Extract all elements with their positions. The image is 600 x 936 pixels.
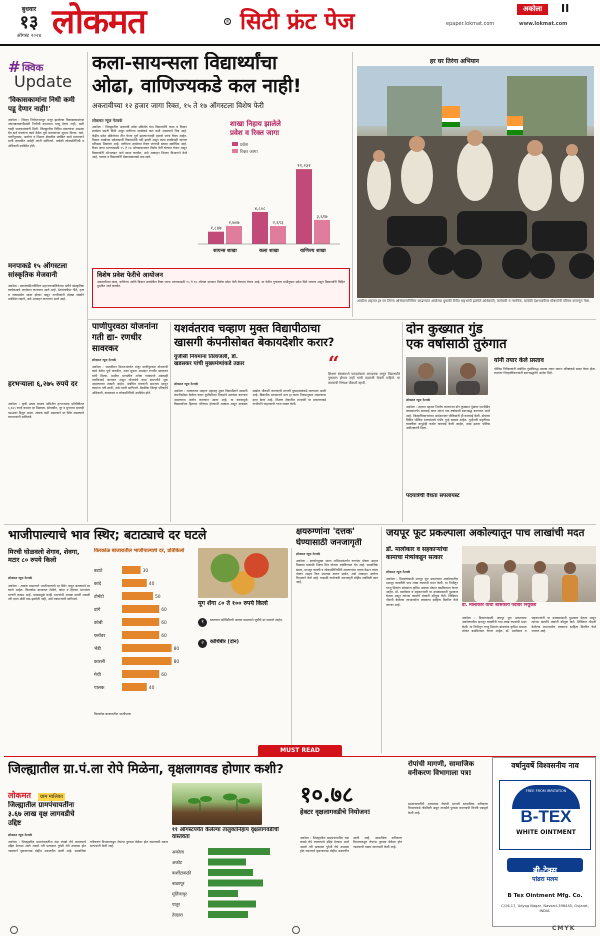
tb-byline: लोकमत न्यूज नेटवर्क — [296, 552, 321, 556]
special-round-headline: विशेष प्रवेश फेरीचे आयोजन — [97, 271, 164, 279]
section-divider — [4, 524, 596, 525]
university-body: अकोला : यशवंतराव चव्हाण महाराष्ट्र मुक्त विद्यापीठाने खासगी कंपनीसोबत केलेला करार युजीसीच्या नियमांचे उल्लंघन करणारा असल्याचा आरोप करण्यात आला आहे. या करारामुळे विद्यार्थ्यांच्या हितावर परिणाम होण्याची शक्यता असून याबाबत सखोल चौकशी करण्याची मागणी मुख्यमंत्र्यांकडे करण्यात आली आहे. विद्यापीठ प्रशासनाने मात्र हा करार नियमानुसार असल्याचा दावा केला आहे. शिक्षण क्षेत्रातील तज्ज्ञांनी या प्रकरणाकडे गांभीर्याने पाहण्याची गरज व्यक्त केली. — [174, 389, 326, 406]
veg-body: अकोला : आवक वाढल्याने भाजीपाल्याचे दर स्थिर असून बटाट्याचे दर घटले आहेत. किरकोळ बाजारात टोमॅटो, कांदा व हिरव्या भाज्यांना मागणी कायम आहे. पावसामुळे काही भाज्यांची आवक घटली असली तरी दरात मोठी वाढ झालेली नाही, असे व्यापाऱ्यांनी सांगितले. — [8, 584, 90, 601]
gangster-side-body: पोलिस निरीक्षकांनी संबंधित गुंडांविरुद्ध प्रस्ताव तयार करून वरिष्ठांकडे सादर केला होता. त्यानंतर जिल्हाधिकाऱ्यांनी स्थानबद्धतेचे आदेश दिले. — [494, 367, 596, 376]
chart-title-line1: शाखा निहाय झालेले — [230, 120, 281, 128]
portrait-icon — [406, 357, 446, 395]
ad-product-box — [499, 780, 591, 850]
date-box — [12, 5, 46, 41]
tb-headline-line1: क्षयरुग्णांना 'दत्तक' — [296, 527, 355, 537]
ad-marathi-name: बी-टेक्स — [533, 866, 557, 875]
plant-category-label: पातूर — [172, 903, 180, 908]
jaipur-headline: जयपूर फूट प्रकल्पाला अकोल्यातून पाच लाखांची मदत — [386, 528, 585, 539]
veg-note-head: कोथिंबीर (दोन) — [210, 639, 239, 645]
big-number-value: १०.७८ — [300, 782, 354, 808]
lead-headline-line2: ओढा, वाणिज्यकडे कल नाही! — [92, 75, 302, 97]
veg-value-label: 40 — [148, 686, 155, 691]
gangster-byline: लोकमत न्यूज नेटवर्क — [406, 398, 431, 402]
admissions-chart — [190, 120, 350, 258]
portrait-icon — [448, 357, 488, 395]
veg-value-label: 60 — [161, 634, 167, 639]
veg-bar — [122, 579, 147, 587]
edition-title: सिटी फ्रंट पेज — [240, 9, 355, 35]
legend-label-admitted: प्रवेश — [240, 143, 249, 148]
bottom-byline: लोकमत न्यूज नेटवर्क — [8, 833, 33, 837]
legend-label-vacant: रिक्त जागा — [240, 150, 258, 155]
veg-top-label: मूग शेंगा ८० ते १०० रुपये किलो — [198, 600, 268, 607]
bottom-body: अकोला : जिल्ह्यातील ग्रामपंचायतींना यंदा लाखो रोपे लावण्याचे उद्दिष्ट देण्यात आले असले तरी प्रत्यक्षात पुरेशी रोपे उपलब्ध होत नसल्याने वृक्षलागवड मोहीम अडचणीत आली आहे. सामाजिक वनीकरण विभागाकडून रोपांचा पुरवठा वेळेवर होत नसल्याची तक्रार सरपंचांनी केली आहे. — [8, 840, 168, 853]
veg-notes — [198, 618, 288, 698]
plant-category-label: अकोला — [172, 850, 184, 856]
masthead — [0, 0, 600, 46]
left-item-headline: हरभऱ्याला ६,२७५ रुपये दर — [8, 380, 78, 388]
gangster-headline-line2: एक वर्षासाठी तुरुंगात — [406, 337, 507, 352]
special-round-box — [92, 268, 350, 308]
gangster-side-headline: यांनी तयार केले प्रस्ताव — [494, 357, 544, 364]
veg-value-label: 50 — [155, 595, 161, 600]
veg-chart-title: किरकोळ बाजारातील भाजीपाल्याचे दर, प्रतिकिलो — [94, 548, 185, 554]
veg-category-label: कारली — [94, 660, 105, 665]
university-quote-text: शिक्षण संस्थांमध्ये पारदर्शकता आवश्यक असून विद्यार्थ्यांचे नुकसान होणार नाही याची काळजी घेतली पाहिजे. या कराराची निष्पक्ष चौकशी व्हावी. — [328, 372, 400, 385]
admissions-category-label: सायन्स शाखा — [213, 249, 237, 254]
left-item-body: अकोला : जिल्हा नियोजनमधून मंजूर झालेल्या विकासकामांच्या अंमलबजावणीसाठी निधीची कमतरता भासू देणार नाही, अशी ग्वाही पालकमंत्र्यांनी दिली. जिल्ह्यातील विविध प्रकल्पांचा आढावा घेत सर्व यंत्रणांना कामे वेळेत पूर्ण करण्याच्या सूचना दिल्या. रस्ते, पाणीपुरवठा, आरोग्य व शिक्षण क्षेत्रातील प्रलंबित कामे प्राधान्याने मार्गी लावावीत असेही त्यांनी सांगितले. यावेळी लोकप्रतिनिधी व अधिकारी उपस्थित होते. — [8, 118, 84, 148]
veg-bar — [122, 644, 172, 652]
jaipur-byline: लोकमत न्यूज नेटवर्क — [386, 570, 411, 574]
left-item-body: अकोला : कृषी उत्पन्न बाजार समितीत हरभऱ्याला प्रतिक्विंटल ६,२७५ रुपये कमाल दर मिळाला. सोयाबीन, तूर व मुगाच्या दरातही चढउतार दिसून आला. आवक कमी असल्याने दर स्थिर असल्याचे व्यापाऱ्यांनी सांगितले. — [8, 402, 84, 419]
column-divider — [170, 322, 171, 522]
admissions-value-label: ११,२३१ — [297, 164, 311, 170]
veg-basket-photo — [198, 548, 288, 598]
big-number — [300, 782, 402, 832]
column-divider — [402, 322, 403, 522]
plant-bar — [208, 901, 256, 908]
ad-sub: WHITE OINTMENT — [516, 829, 576, 836]
plant-bar — [208, 911, 248, 918]
ad-maker: B Tex Ointment Mfg. Co. — [507, 893, 583, 899]
website-url: www.lokmat.com — [519, 21, 568, 27]
month-year: ऑगस्ट २०२४ — [16, 33, 42, 39]
water-byline: लोकमत न्यूज नेटवर्क — [92, 358, 117, 362]
gangster-headline-line1: दोन कुख्यात गुंड — [406, 322, 483, 337]
veg-note-row — [198, 618, 288, 636]
column-divider — [87, 52, 88, 522]
admissions-bar — [296, 169, 312, 244]
admissions-value-label: २,७०७ — [228, 220, 240, 226]
tb-headline-line2: घेण्यासाठी जनजागृती — [296, 538, 362, 548]
weekday: बुधवार — [21, 6, 37, 13]
admissions-value-label: २,६९३ — [272, 221, 284, 227]
update-label: Update — [14, 72, 72, 91]
veg-photo-caption-text: किरकोळ बाजारातील भाजीपाला — [94, 712, 131, 716]
veg-category-label: बटाटे — [94, 569, 103, 574]
water-body: अकोला : जलजीवन मिशनअंतर्गत मंजूर पाणीपुरवठा योजनांची कामे वेळेत पूर्ण करावीत, अशा सूचना आमदार रणधीर सावरकर यांनी दिल्या. ग्रामीण भागातील अनेक गावांमध्ये अद्यापही पाणीटंचाई जाणवत असून योजनांचे काम संथगतीने सुरू असल्याच्या तक्रारी आहेत. संबंधित यंत्रणांनी समन्वय साधून कामांना गती द्यावी, असे त्यांनी सांगितले. बैठकीस जिल्हा परिषदेचे अधिकारी, कंत्राटदार व लोकप्रतिनिधी उपस्थित होते. — [92, 365, 168, 395]
admissions-bar — [226, 226, 242, 244]
small-logo: लोकमत — [8, 790, 31, 800]
veg-category-label: फ्लॉवर — [94, 634, 106, 639]
veg-headline: भाजीपाल्याचे भाव स्थिर; बटाट्याचे दर घटले — [8, 527, 207, 542]
veg-note-text: बाजारात कोथिंबीरची आवक वाढल्याने जुडीचे दर घसरले आहेत. — [210, 618, 283, 622]
registration-mark-icon — [292, 926, 300, 934]
veg-bar — [122, 592, 153, 600]
ad-brand: B-TEX — [520, 807, 572, 826]
ad-address: C/16-17, Udyog Nagar, Navsari-396445, Gujarat, INDIA. — [501, 904, 589, 913]
veg-category-label: कांदे — [94, 582, 102, 587]
tb-body: अकोला : क्षयरोगमुक्त भारत अभियानांतर्गत रुग्णांना पोषण आहार मिळावा यासाठी निक्षय मित्र योजना राबविण्यात येत आहे. सामाजिक संस्था, दानशूर व्यक्ती व लोकप्रतिनिधींनी क्षयरुग्णांना दत्तक घेऊन त्यांना पोषण आहार किट उपलब्ध करून द्यावेत, असे आवाहन आरोग्य विभागाने केले आहे. यासाठी गावोगावी जनजागृती मोहीम राबविली जात आहे. — [296, 559, 378, 585]
gangster-mini-headline: पदयात्रेची वैधता संपलायस्ट — [406, 493, 460, 499]
jaipur-body: अकोला : दिव्यांगांसाठी जयपूर फूट प्रकल्पाला अकोल्यातील दानशूर व्यक्तींनी पाच लाख रुपयांची मदत केली. या निधीतून गरजू दिव्यांग बांधवांना कृत्रिम अवयव मोफत बसविण्यात येणार आहेत. डॉ. मालोकार व सहकाऱ्यांनी या उपक्रमासाठी पुढाकार घेतला असून त्यांच्या कार्याचे मंत्र्यांनी कौतुक केले. शिबिरात नोंदणी केलेल्या लाभार्थ्यांना लवकरच साहित्य वितरित केले जाणार आहे. — [386, 577, 458, 607]
admissions-value-label: ३,६१७ — [316, 214, 328, 220]
must-read-label: MUST READ — [280, 747, 320, 754]
special-round-body: अकरावीच्या कला, वाणिज्य आणि विज्ञान शाखेतील रिक्त जागा भरण्यासाठी १५ ते १७ ऑगस्ट दरम्यान विशेष प्रवेश फेरी घेण्यात येणार आहे. या फेरीत गुणवत्ता यादीनुसार प्रवेश दिले जाणार असून विद्यार्थ्यांनी विहित मुदतीत अर्ज करावेत. — [97, 280, 345, 289]
plant-bar — [208, 890, 238, 897]
veg-bar — [122, 657, 172, 665]
rally-kicker: हर घर तिरंगा अभियान — [430, 58, 479, 65]
section-divider — [88, 319, 596, 320]
ad-marathi-sub: पांढरा मलम — [532, 876, 558, 883]
veg-bars — [94, 562, 194, 707]
water-story — [92, 322, 168, 522]
plant-bar — [208, 880, 263, 887]
veg-value-label: 60 — [161, 621, 167, 626]
gangster-photo-2 — [448, 357, 488, 395]
hash-icon: # — [8, 58, 21, 76]
left-item-headline: 'विकासकामांना निधी कमी पडू देणार नाही!' — [8, 96, 75, 113]
jaipur-story — [386, 527, 596, 547]
veg-category-label: कोबी — [94, 621, 103, 626]
nursery-body: ग्रामपंचायतींनी आवश्यक रोपांची मागणी सामाजिक वनीकरण विभागाकडे नोंदविली असून तातडीने पुरवठा करण्याची विनंती पत्राद्वारे केली आहे. — [408, 802, 488, 815]
quick-update-badge — [8, 58, 78, 92]
registered-mark-icon: ® — [225, 19, 230, 24]
veg-note-row — [198, 639, 288, 648]
university-headline-line1: यशवंतराव चव्हाण मुक्त विद्यापीठाचा — [174, 322, 321, 335]
plant-bar — [208, 848, 270, 855]
water-headline: पाणीपुरवठा योजनांना गती द्या- रणधीर सावरकर — [92, 322, 158, 354]
epaper-url: epaper.lokmat.com — [446, 21, 495, 27]
big-number-sub: हेक्टर वृक्षलागवडीचे नियोजन! — [300, 808, 371, 816]
veg-category-label: पालक — [94, 686, 105, 691]
veg-bar — [122, 670, 159, 678]
admissions-bar — [208, 232, 224, 244]
rally-photo-illustration — [357, 66, 594, 298]
edition-city: अकोला — [517, 4, 548, 15]
veg-category-label: भेंडी — [94, 647, 101, 652]
jaipur-photo-illustration — [462, 546, 596, 602]
veg-note-badge: १ — [198, 618, 207, 627]
left-item-body: अकोला : स्वातंत्र्यदिनानिमित्त महानगरपालिकेच्या वतीने सांस्कृतिक कार्यक्रमाचे आयोजन करण्यात आले आहे. देशभक्तीपर गीते, नृत्य व नाट्यप्रयोग सादर होणार असून नागरिकांनी मोठ्या संख्येने उपस्थित राहावे, असे आवाहन करण्यात आले आहे. — [8, 284, 84, 301]
admissions-value-label: १,८४७ — [210, 226, 222, 232]
left-item-headline: मनपाकडे १५ ऑगस्टला सांस्कृतिक मेजवानी — [8, 262, 68, 279]
bottom-body-2: अकोला : जिल्ह्यातील ग्रामपंचायतींना यंदा लाखो रोपे लावण्याचे उद्दिष्ट देण्यात आले असले तरी प्रत्यक्षात पुरेशी रोपे उपलब्ध होत नसल्याने वृक्षलागवड मोहीम अडचणीत आली आहे. सामाजिक वनीकरण विभागाकडून रोपांचा पुरवठा वेळेवर होत नसल्याची तक्रार सरपंचांनी केली आहे. — [300, 836, 402, 853]
admissions-bar — [270, 226, 286, 244]
admissions-bar — [252, 212, 268, 244]
column-divider — [381, 527, 382, 753]
admissions-bar — [314, 220, 330, 244]
admissions-value-label: ४,८०८ — [254, 206, 266, 212]
registration-mark-icon — [10, 926, 18, 934]
nursery-headline: रोपांची मागणी, सामाजिक वनीकरण विभागाला पत्र! — [408, 760, 474, 777]
plant-chart-title: ११ ऑगस्टपर्यंत केलेल्या तालुकानिहाय वृक्षलागवडीची वास्तवता — [172, 827, 279, 840]
rally-caption: अकोला शहरात हर घर तिरंगा अभियानानिमित्त काढण्यात आलेल्या दुचाकी रॅलीत सहभागी झालेले अधिकारी, कर्मचारी व नागरिक. यावेळी देशभक्तीपर घोषणांनी परिसर दणाणून गेला. — [357, 299, 591, 303]
left-item-3 — [8, 380, 84, 502]
veg-value-label: 40 — [148, 582, 155, 587]
jaipur-photo-caption: डॉ. मालोकार यांची शासकीय पदावर नियुक्ती — [462, 603, 537, 608]
veg-bar — [122, 605, 159, 613]
veg-note-badge: २ — [198, 639, 207, 648]
veg-category-label: मेथी — [94, 673, 101, 678]
tb-story — [296, 527, 378, 753]
plant-category-label: बाळापूर — [172, 882, 185, 887]
plant-category-label: अकोट — [172, 861, 183, 866]
gangster-body: अकोला : शहरात दहशत निर्माण करणाऱ्या दोन कुख्यात गुंडांवर एमपीडीए कायद्यांतर्गत कारवाई करत त्यांना एक वर्षासाठी स्थानबद्ध करण्यात आले आहे. जिल्हाधिकाऱ्यांच्या आदेशानंतर पोलिसांनी ही कारवाई केली. दोघांवर विविध पोलिस ठाण्यांमध्ये गंभीर गुन्हे दाखल आहेत. गुन्हेगारी प्रवृत्तीच्या व्यक्तींवर यापुढेही कठोर कारवाई केली जाईल, असा इशारा पोलिस अधीक्षकांनी दिला. — [406, 405, 490, 431]
veg-value-label: 30 — [142, 569, 149, 574]
veg-bar — [122, 631, 159, 639]
column-divider — [291, 548, 292, 753]
cmyk-marker: CMYK — [552, 925, 576, 932]
plant-bar — [208, 869, 253, 876]
university-headline-line2: खासगी कंपनीसोबत बेकायदेशीर करार? — [174, 336, 335, 349]
veg-chart — [94, 548, 194, 708]
plant-category-label: मूर्तिजापूर — [172, 892, 187, 898]
veg-value-label: 80 — [173, 647, 180, 652]
page-number: II — [561, 2, 570, 15]
sapling-photo — [172, 783, 262, 825]
jaipur-body-cont: अकोला : दिव्यांगांसाठी जयपूर फूट प्रकल्पाला अकोल्यातील दानशूर व्यक्तींनी पाच लाख रुपयांची मदत केली. या निधीतून गरजू दिव्यांग बांधवांना कृत्रिम अवयव मोफत बसविण्यात येणार आहेत. डॉ. मालोकार व सहकाऱ्यांनी या उपक्रमासाठी पुढाकार घेतला असून त्यांच्या कार्याचे मंत्र्यांनी कौतुक केले. शिबिरात नोंदणी केलेल्या लाभार्थ्यांना लवकरच साहित्य वितरित केले जाणार आहे. — [462, 616, 596, 633]
admissions-category-label: वाणिज्य शाखा — [300, 249, 326, 254]
chart-title-line2: प्रवेश व रिक्त जागा — [230, 129, 280, 137]
university-quote — [328, 351, 400, 468]
veg-byline: लोकमत न्यूज नेटवर्क — [8, 576, 33, 580]
veg-lead-head: मिरची घोळवलो शेगाव, शेवगा, मटार ८० रुपये किलो — [8, 548, 80, 564]
gangster-photo-1 — [406, 357, 446, 395]
gangster-sidebar — [494, 357, 596, 517]
veg-bar — [122, 683, 147, 691]
sapling-illustration — [172, 783, 262, 825]
badge-top: क्विक — [22, 63, 44, 74]
newspaper-logo: लोकमत — [52, 2, 146, 42]
admissions-bars — [190, 120, 350, 258]
bottom-headline: जिल्ह्यातील ग्रा.पं.ला रोपे मिळेना, वृक्षलागवड होणार कशी? — [8, 762, 284, 777]
rally-photo — [357, 66, 594, 298]
district-headline: जिल्ह्यातील ग्रामपंचायतींना ३.६७ लाख वृक्ष लागवडीचे उद्दिष्ट — [8, 801, 75, 827]
quote-mark-icon: “ — [328, 351, 340, 375]
veg-value-label: 60 — [161, 673, 167, 678]
plant-bar — [208, 859, 246, 866]
veg-value-label: 80 — [173, 660, 180, 665]
veg-category-label: टोमॅटो — [94, 595, 104, 600]
left-item-1 — [8, 96, 84, 258]
jaipur-side-headline: डॉ. मालोकार व सहकाऱ्यांचा कामाचा मंत्र्यांकडून सत्कार — [386, 546, 448, 561]
plant-bars — [172, 846, 284, 924]
ad-tagline: वर्षानुवर्षे विश्वसनीय नाव — [511, 761, 579, 770]
lead-body: अकोला : जिल्ह्यातील अकरावी प्रवेश प्रक्रियेत यंदा विद्यार्थ्यांनी कला व विज्ञान शाखेला पसंती दिली असून वाणिज्य शाखेकडे कल कमी असल्याचे चित्र आहे. केंद्रीय प्रवेश प्रक्रियेच्या तीन फेऱ्या पूर्ण झाल्यानंतरही हजारो जागा रिक्त आहेत. विज्ञान शाखेच्या प्रवेशासाठी विद्यार्थ्यांची गर्दी झाली असून कला शाखेलाही चांगला प्रतिसाद मिळाला आहे. वाणिज्य शाखेच्या रिक्त जागांची संख्या सर्वाधिक आहे. रिक्त जागा भरण्यासाठी १५ ते १७ ऑगस्टदरम्यान विशेष फेरी घेण्यात येणार असून विद्यार्थ्यांनी ऑनलाइन अर्ज सादर करावेत, असे आवाहन शिक्षण विभागाने केले आहे. पालक व विद्यार्थ्यांनी वेळापत्रकाकडे लक्ष द्यावे. — [92, 125, 187, 160]
column-divider — [352, 52, 353, 317]
ad-marathi-badge — [507, 858, 583, 875]
series-label: ग्राम मालिका — [40, 794, 63, 800]
veg-bar — [122, 618, 159, 626]
lead-subheadline: अकरावीच्या १२ हजार जागा रिक्त, १५ ते १७ ऑगस्टला विशेष फेरी — [92, 101, 264, 110]
veg-category-label: वांगे — [94, 608, 101, 613]
veg-bar — [122, 566, 141, 574]
university-side-headline: युजीसी नियमांना तिलांजली, डॉ. खडसकर यांची मुख्यमंत्र्यांकडे तक्रार — [174, 354, 245, 367]
admissions-category-label: कला शाखा — [259, 249, 279, 254]
veg-value-label: 60 — [161, 608, 167, 613]
lead-headline-line1: कला-सायन्सला विद्यार्थ्यांचा — [92, 52, 278, 74]
ad-brand-tag: FREE FROM IRRITATION — [525, 789, 567, 793]
university-byline: लोकमत न्यूज नेटवर्क — [174, 382, 199, 386]
plant-category-label: तेल्हारा — [172, 913, 183, 919]
date-number: १३ — [19, 12, 39, 33]
jaipur-photo — [462, 546, 596, 602]
plant-category-label: बार्शीटाकळी — [172, 871, 191, 877]
btex-ad — [492, 757, 596, 927]
lead-byline: लोकमत न्यूज नेटवर्क — [92, 118, 123, 123]
left-item-2 — [8, 262, 84, 368]
gram-series-logo — [8, 783, 88, 800]
